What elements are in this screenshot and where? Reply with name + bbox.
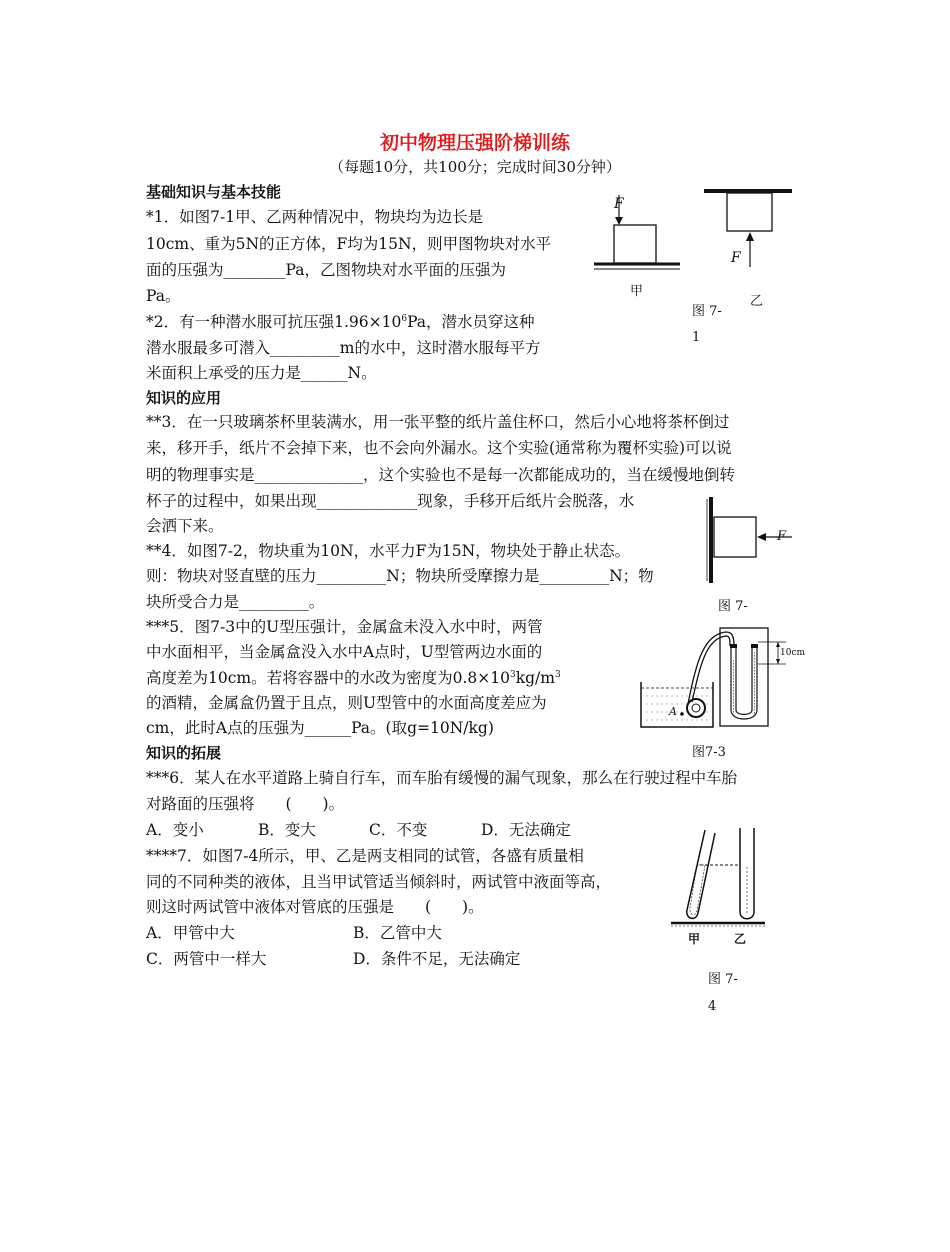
q5-line4: 的酒精，金属盒仍置于且点，则U型管中的水面高度差应为 xyxy=(146,694,547,712)
q5-unit: kg/m xyxy=(515,669,555,687)
q7-option-b: B．乙管中大 xyxy=(353,924,442,942)
page-title: 初中物理压强阶梯训练 xyxy=(379,132,570,154)
q7-option-a: A．甲管中大 xyxy=(146,924,235,942)
figure-7-4 xyxy=(668,825,768,930)
q3-line5: 会洒下来。 xyxy=(146,517,224,535)
q3-line2: 来，移开手，纸片不会掉下来，也不会向外漏水。这个实验(通常称为覆杯实验)可以说 xyxy=(146,439,732,457)
q7-line1: ****7．如图7-4所示，甲、乙是两支相同的试管，各盛有质量相 xyxy=(146,847,584,865)
q2-line1 xyxy=(146,311,535,333)
q5-line1: ***5．图7-3中的U型压强计，金属盒未没入水中时，两管 xyxy=(146,618,543,636)
figure-7-1-right xyxy=(704,191,792,267)
section-basic: 基础知识与基本技能 xyxy=(146,183,282,201)
figure-7-1-left xyxy=(594,195,680,269)
q2-line3: 米面积上承受的压力是______N。 xyxy=(146,364,377,382)
q1-line4: Pa。 xyxy=(146,287,181,305)
figure-7-4-label-left: 甲 xyxy=(688,932,701,946)
q5-line3 xyxy=(146,667,561,689)
q5-line2: 中水面相平，当金属盒没入水中A点时，U型管两边水面的 xyxy=(146,643,543,661)
q3-line1: **3．在一只玻璃茶杯里装满水，用一张平整的纸片盖住杯口，然后小心地将茶杯倒过 xyxy=(146,413,730,431)
figure-7-1-force-right: F xyxy=(731,250,741,266)
q2-line1-text: *2．有一种潜水服可抗压强1.96×10 xyxy=(146,313,402,331)
figure-7-4-tube-right xyxy=(740,828,754,919)
q6-option-a: A．变小 xyxy=(146,821,204,839)
figure-7-1-force-left: F xyxy=(614,196,624,212)
q5-line3-text: 高度差为10cm。若将容器中的水改为密度为0.8×10 xyxy=(146,669,510,687)
figure-7-3-caption: 图7-3 xyxy=(692,745,726,760)
figure-7-1-caption-number: 1 xyxy=(692,330,701,345)
section-extend: 知识的拓展 xyxy=(146,744,222,762)
q5-line5: cm，此时A点的压强为______Pa。(取g=10N/kg) xyxy=(146,719,494,737)
figure-7-4-tube-left xyxy=(687,830,715,918)
q6-option-c: C．不变 xyxy=(369,821,428,839)
q2-line2: 潜水服最多可潜入_________m的水中，这时潜水服每平方 xyxy=(146,339,541,357)
q7-line2: 同的不同种类的液体，且当甲试管适当倾斜时，两试管中液面等高， xyxy=(146,873,612,891)
q7-option-c: C．两管中一样大 xyxy=(146,950,267,968)
q3-line3: 明的物理事实是______________，这个实验也不是每一次都能成功的，当在缓慢地倒转 xyxy=(146,466,736,484)
q2-exponent: 6 xyxy=(401,313,408,324)
figure-7-1-label-right: 乙 xyxy=(750,294,764,309)
section-apply: 知识的应用 xyxy=(146,389,222,407)
q5-exponent-1: 3 xyxy=(509,669,516,680)
figure-7-1-caption: 图 7- xyxy=(692,304,722,319)
figure-7-4-caption-number: 4 xyxy=(708,999,717,1014)
q3-line4: 杯子的过程中，如果出现_____________现象，手移开后纸片会脱落，水 xyxy=(146,492,635,510)
q6-option-d: D．无法确定 xyxy=(481,821,571,839)
figure-7-3 xyxy=(638,622,808,734)
figure-7-3-point-a: A xyxy=(669,705,677,718)
q6-option-b: B．变大 xyxy=(258,821,316,839)
q7-line3: 则这时两试管中液体对管底的压强是 ( )。 xyxy=(146,898,484,916)
q2-line1-tail: Pa，潜水员穿这种 xyxy=(407,313,535,331)
q6-line1: ***6．某人在水平道路上骑自行车，而车胎有缓慢的漏气现象，那么在行驶过程中车胎 xyxy=(146,769,738,787)
figure-7-4-label-right: 乙 xyxy=(734,932,747,946)
q5-exponent-2: 3 xyxy=(554,669,561,680)
q1-line1: *1．如图7-1甲、乙两种情况中，物块均为边长是 xyxy=(146,208,484,226)
q1-line2: 10cm、重为5N的正方体，F均为15N，则甲图物块对水平 xyxy=(146,235,552,253)
q1-line3: 面的压强为________Pa，乙图物块对水平面的压强为 xyxy=(146,261,506,279)
figure-7-1-label-left: 甲 xyxy=(630,284,644,299)
q7-option-d: D．条件不足，无法确定 xyxy=(353,950,521,968)
q4-line2: 则：物块对竖直壁的压力_________N；物块所受摩擦力是_________N；物 xyxy=(146,567,654,585)
figure-7-2-force: F xyxy=(777,529,787,544)
figure-7-4-caption: 图 7- xyxy=(708,972,738,987)
figure-7-2-caption: 图 7- xyxy=(718,599,748,614)
q4-line1: **4．如图7-2，物块重为10N，水平力F为15N，物块处于静止状态。 xyxy=(146,542,631,560)
q6-line2: 对路面的压强将 ( )。 xyxy=(146,795,345,813)
figure-7-3-dimension: 10cm xyxy=(780,648,806,658)
page-subtitle: （每题10分，共100分；完成时间30分钟） xyxy=(329,158,621,176)
q4-line3: 块所受合力是_________。 xyxy=(146,593,325,611)
